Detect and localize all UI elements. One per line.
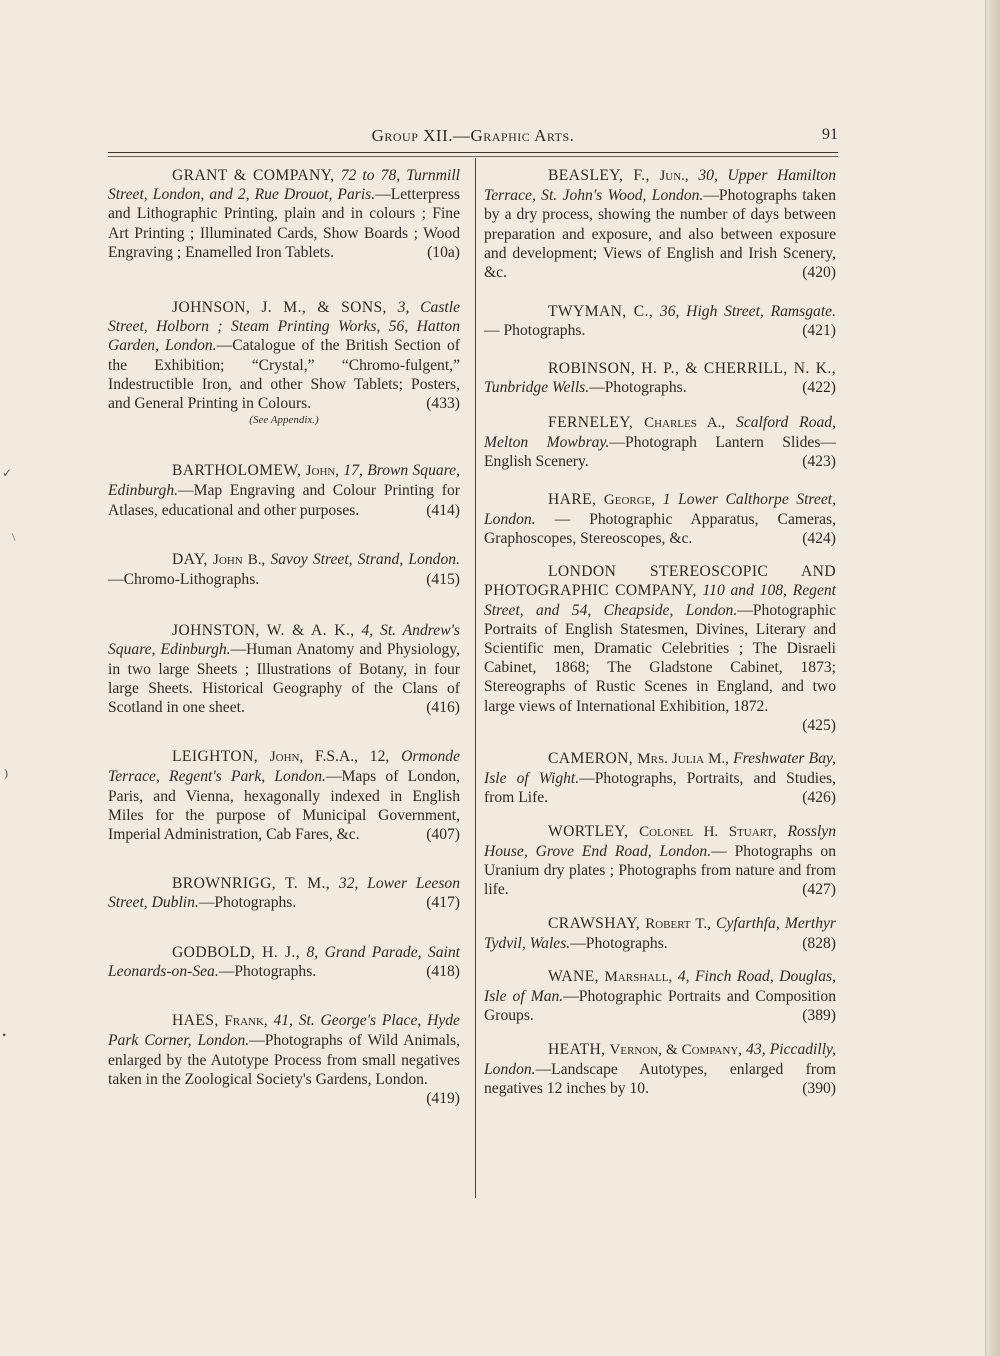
exhibitor-name: BROWNRIGG, T. M., [172, 875, 331, 893]
exhibitor-entry [484, 562, 836, 735]
left-column [108, 166, 460, 1108]
exhibitor-entry [108, 874, 460, 912]
exhibitor-address: 17, Brown Square, Edinburgh. [108, 462, 460, 500]
exhibitor-name: HEATH, [548, 1040, 606, 1058]
exhibitor-address: Rosslyn House, Grove End Road, London. [484, 822, 836, 860]
exhibitor-entry [484, 302, 836, 340]
exhibit-description: —Photographic Portraits and Composition Groups. [484, 988, 836, 1025]
exhibitor-address: 4, St. Andrew's Square, Edinburgh. [108, 622, 460, 659]
exhibit-description: —Chromo-Lithographs. [108, 571, 260, 589]
exhibitor-address: Tunbridge Wells. [484, 378, 590, 396]
margin-mark: ✓ [2, 466, 13, 480]
exhibitor-address: Savoy Street, Strand, London. [270, 550, 460, 568]
exhibitor-name: ROBINSON, H. P., & CHERRILL, N. K., [548, 359, 836, 377]
exhibitor-title: Vernon, & Company, [609, 1041, 743, 1058]
exhibitor-name: WORTLEY, [548, 822, 629, 840]
exhibitor-name: BEASLEY, F., [548, 167, 650, 184]
exhibitor-address: Cyfarthfa, Merthyr Tydvil, Wales. [484, 914, 836, 952]
exhibitor-address: 110 and 108, Regent Street, and 54, Cheapside, London. [484, 582, 836, 619]
catalogue-number: (420) [802, 264, 836, 282]
exhibitor-address: 8, Grand Parade, Saint Leonards-on-Sea. [108, 943, 461, 980]
exhibitor-address: 72 to 78, Turnmill Street, London, and 2, Rue Drouot, Paris. [108, 167, 460, 204]
catalogue-number: (419) [426, 1089, 460, 1107]
exhibitor-name: LEIGHTON, [172, 748, 259, 766]
exhibitor-entry [484, 914, 836, 953]
exhibitor-title: Frank, [224, 1013, 268, 1030]
exhibit-description: —Landscape Autotypes, enlarged from negatives 12 inches by 10. [484, 1060, 836, 1097]
catalogue-number: (390) [802, 1079, 836, 1097]
appendix-note: (See Appendix.) [249, 414, 319, 427]
exhibitor-title: John, [305, 463, 340, 480]
exhibit-description: —Photograph Lantern Slides—English Scenery. [484, 434, 836, 471]
exhibitor-title: Jun., [659, 168, 689, 184]
exhibitor-name: BARTHOLOMEW, [172, 462, 302, 480]
exhibitor-entry [484, 413, 836, 472]
exhibitor-entry [484, 967, 836, 1026]
exhibitor-address: 43, Piccadilly, London. [484, 1040, 836, 1078]
exhibitor-entry [108, 747, 460, 844]
exhibitor-title: Colonel H. Stuart, [639, 823, 777, 840]
right-column [484, 166, 836, 1098]
exhibitor-address: 3, Castle Street, Holborn ; Steam Printing Works, 56, Hatton Garden, London. [108, 299, 460, 355]
exhibitor-entry [108, 166, 460, 262]
exhibitor-entry [484, 822, 836, 900]
exhibitor-name: HAES, [172, 1012, 219, 1030]
exhibitor-extra: F.S.A., 12, [315, 748, 390, 766]
exhibit-description: —Photographs. [570, 934, 668, 952]
exhibitor-name: DAY, [172, 550, 208, 568]
exhibitor-title: Robert T., [645, 915, 711, 932]
catalogue-number: (418) [426, 962, 460, 980]
exhibitor-title: Marshall, [604, 968, 673, 985]
exhibit-description: — Photographs. [484, 322, 586, 340]
exhibitor-name: LONDON STEREOSCOPIC AND PHOTOGRAPHIC COMPANY, [484, 563, 836, 600]
margin-mark: \ [12, 530, 16, 544]
exhibit-description: —Letterpress and Lithographic Printing, plain and in colours ; Fine Art Printing ; Illuminated Cards, Show Boards ; Wood Engraving ; Enamelled Iron Tablets. [108, 186, 460, 261]
catalogue-number: (10a) [427, 243, 460, 261]
column-divider [475, 158, 476, 1198]
exhibitor-address: 36, High Street, Ramsgate. [659, 303, 836, 321]
catalogue-number: (424) [802, 530, 836, 548]
catalogue-number: (389) [802, 1007, 836, 1025]
exhibitor-address: Scalford Road, Melton Mowbray. [484, 414, 836, 452]
exhibitor-address: Freshwater Bay, Isle of Wight. [484, 750, 836, 788]
exhibitor-title: George, [603, 491, 656, 508]
exhibitor-name: CRAWSHAY, [548, 914, 641, 932]
catalogue-number: (423) [802, 453, 836, 471]
page-number: 91 [822, 126, 838, 143]
exhibitor-entry [484, 749, 836, 808]
catalogue-number: (828) [802, 934, 836, 952]
exhibit-description: —Photographs taken by a dry process, showing the number of days between preparation and exposure, and also between exposure and development; Views of English and Irish Scenery, &c. [484, 187, 836, 282]
exhibitor-address: 30, Upper Hamilton Terrace, St. John's Wood, London. [484, 167, 836, 205]
exhibitor-entry [108, 461, 460, 520]
catalogue-number: (433) [426, 395, 460, 413]
exhibitor-name: FERNELEY, [548, 414, 634, 432]
exhibitor-entry [484, 1040, 836, 1099]
header-rule [108, 152, 838, 153]
exhibitor-address: 1 Lower Calthorpe Street, London. [484, 490, 836, 528]
header-rule-thin [108, 156, 838, 157]
exhibitor-name: TWYMAN, C., [548, 303, 654, 321]
margin-mark: ) [4, 766, 8, 780]
catalogue-number: (414) [426, 501, 460, 519]
exhibitor-entry [108, 1011, 460, 1108]
exhibit-description: —Photographs, Portraits, and Studies, from Life. [484, 770, 836, 807]
exhibitor-name: JOHNSON, J. M., & SONS, [172, 299, 387, 317]
exhibitor-entry [484, 490, 836, 549]
exhibit-description: —Photographs. [218, 962, 317, 980]
exhibit-description: —Maps of London, Paris, and Vienna, hexagonally indexed in English Miles for the purpose of Municipal Government, Imperial Administration, Cab Fares, &c. [108, 768, 460, 844]
running-head: Group XII.—Graphic Arts. [371, 126, 575, 145]
exhibit-description: —Catalogue of the British Section of the Exhibition; “Crystal,” “Chromo-fulgent,” Indestructible Iron, and other Show Tablets; Posters, and General Printing in Colours. [108, 337, 460, 413]
exhibit-description: —Photographs. [589, 378, 687, 396]
exhibitor-entry [108, 298, 460, 413]
exhibitor-address: 4, Finch Road, Douglas, Isle of Man. [484, 967, 837, 1006]
exhibitor-entry [108, 621, 460, 717]
exhibitor-name: GRANT & COMPANY, [172, 167, 335, 184]
exhibitor-name: HARE, [548, 490, 597, 508]
catalogue-number: (407) [426, 826, 460, 844]
catalogue-number: (422) [802, 378, 836, 396]
exhibit-description: —Photographs. [198, 894, 297, 912]
catalogue-number: (417) [426, 894, 460, 912]
exhibitor-title: John B., [213, 551, 266, 568]
exhibitor-address: Ormonde Terrace, Regent's Park, London. [108, 748, 460, 786]
exhibit-description: —Human Anatomy and Physiology, in two large Sheets ; Illustrations of Botany, in four large Sheets. Historical Geography of the Clans of Scotland in one sheet. [108, 641, 460, 717]
catalogue-number: (426) [802, 789, 836, 807]
exhibit-description: — Photographic Apparatus, Cameras, Graphoscopes, Stereoscopes, &c. [484, 510, 836, 548]
exhibit-description: — Photographs on Uranium dry plates ; Photographs from nature and from life. [484, 842, 837, 899]
exhibitor-address: 32, Lower Leeson Street, Dublin. [108, 875, 460, 912]
exhibitor-address: 41, St. George's Place, Hyde Park Corner, London. [108, 1012, 460, 1050]
exhibitor-entry [108, 550, 460, 589]
catalogue-number: (416) [426, 699, 460, 717]
catalogue-number: (415) [426, 571, 460, 589]
exhibit-description: —Photographs of Wild Animals, enlarged by the Autotype Process from small negatives taken in the Zoological Society's Gardens, London. [108, 1032, 460, 1088]
exhibitor-name: CAMERON, [548, 750, 634, 768]
exhibitor-title: John, [269, 749, 304, 766]
catalogue-number: (421) [802, 322, 836, 340]
exhibitor-entry [484, 166, 836, 282]
exhibitor-title: Charles A., [644, 415, 726, 432]
exhibitor-name: GODBOLD, H. J., [172, 943, 301, 961]
exhibitor-title: Mrs. Julia M., [637, 751, 729, 768]
exhibitor-entry [484, 359, 836, 397]
page-edge [985, 0, 1000, 1356]
exhibitor-name: JOHNSTON, W. & A. K., [172, 622, 355, 640]
catalogue-number: (427) [802, 881, 836, 899]
catalogue-number: (425) [802, 716, 836, 734]
exhibitor-entry [108, 943, 460, 981]
exhibit-description: —Map Engraving and Colour Printing for Atlases, educational and other purposes. [108, 482, 460, 519]
exhibit-description: —Photographic Portraits of English Statesmen, Divines, Literary and Scientific men, Dramatic Celebrities ; The Disraeli Cabinet, 1868; The Gladstone Cabinet, 1873; Stereographs of Rustic Scenes in England, and two large views of International Exhibition, 1872. [484, 601, 836, 715]
margin-mark: • [2, 1028, 7, 1042]
exhibitor-name: WANE, [548, 967, 599, 985]
